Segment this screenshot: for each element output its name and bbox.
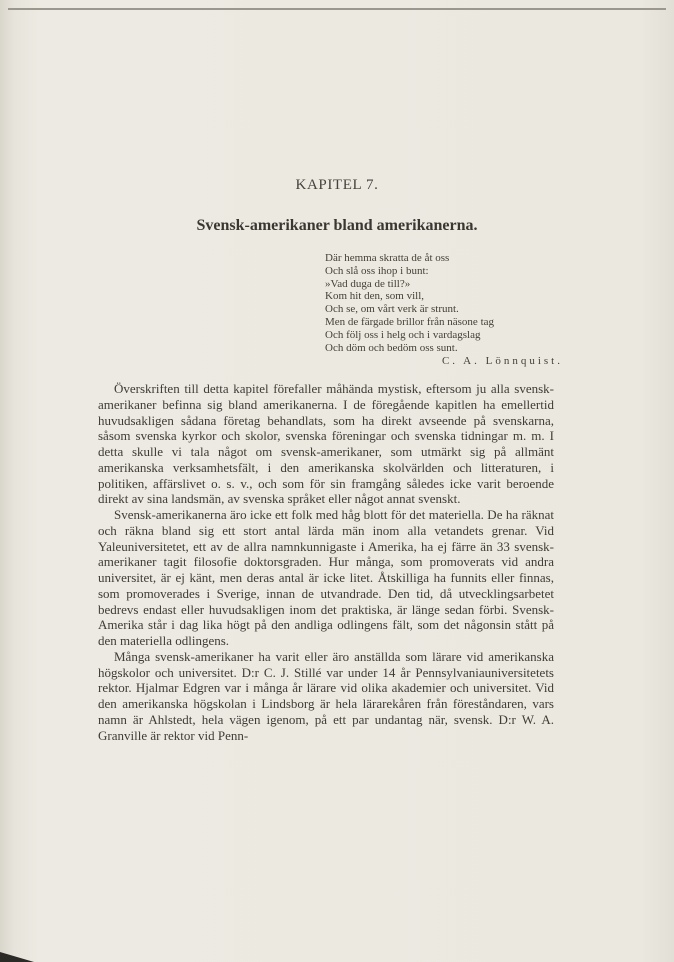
- section-heading: Svensk-amerikaner bland amerikanerna.: [196, 217, 478, 234]
- poem-line: Men de färgade brillor från näsone tag: [325, 315, 495, 328]
- poem-line: Och följ oss i helg och i vardagslag: [325, 328, 481, 341]
- epigraph-poem: [325, 252, 565, 368]
- poem-line: Kom hit den, som vill,: [325, 290, 424, 303]
- poem-line: Och se, om vårt verk är strunt.: [325, 303, 459, 316]
- poem-line: Och döm och bedöm oss sunt.: [325, 341, 458, 354]
- chapter-body: [98, 381, 554, 743]
- poem-line: Och slå oss ihop i bunt:: [325, 264, 429, 277]
- poem-line: Där hemma skratta de åt oss: [325, 252, 450, 264]
- paragraph: Svensk-amerikanerna äro icke ett folk med håg blott för det materiella. De ha räknat och räkna bland sig ett stort antal lärda män inom alla vetandets grenar. Vid Yaleuniversitetet, ett av de allra namnkunnigaste i Amerika, ha ej färre än 33 svensk-amerikaner tagit filosofie doktorsgraden. Hur många, som promoverats vid andra universitet, är ej känt, men deras antal är icke litet. Åtskilliga ha funnits eller finnas, som promoverades i Sverige, innan de utvandrade. Den tid, då utvecklingsarbetet bedrevs endast eller huvudsakligen inom det praktiska, är länge sedan förbi. Svensk-Amerika står i dag lika högt på den andliga odlingens fält, som det någonsin stått på den materiella odlingens.: [98, 507, 554, 648]
- paragraph: Många svensk-amerikaner ha varit eller äro anställda som lärare vid amerikanska högskolor och universitet. D:r C. J. Stillé var under 14 år Pennsylvaniauniversitetets rektor. Hjalmar Edgren var i många år lärare vid olika akademier och universitet. Vid den amerikanska högskolan i Lindsborg är hela lärarekåren från föreståndaren, vars namn är Ahlstedt, hela vägen igenom, på ett par undantag när, svensk. D:r W. A. Granville är rektor vid Penn-: [98, 648, 554, 743]
- poem-line: »Vad duga de till?»: [325, 277, 411, 290]
- poem-author: C. A. Lönnquist.: [441, 355, 563, 368]
- scan-corner-mark: [0, 952, 34, 962]
- chapter-heading: KAPITEL 7.: [295, 177, 379, 193]
- scan-edge-line: [8, 8, 666, 10]
- paragraph: Överskriften till detta kapitel förefaller måhända mystisk, eftersom ju alla svensk-amerikaner befinna sig bland amerikanerna. I de föregående kapitlen ha emellertid huvudsakligen sådana företag behandlats, som ha direkt avseende på svenskarna, såsom svenska kyrkor och skolor, svenska föreningar och svenska tidningar m. m. I detta skulle vi tala något om svensk-amerikaner, som utmärkt sig på allmänt amerikanska verksamhetsfält, i den amerikanska skolvärlden och litteraturen, i politiken, affärslivet o. s. v., och som för sin framgång således icke varit beroende direkt av sina landsmän, av svenska språket eller något annat svenskt.: [98, 381, 554, 507]
